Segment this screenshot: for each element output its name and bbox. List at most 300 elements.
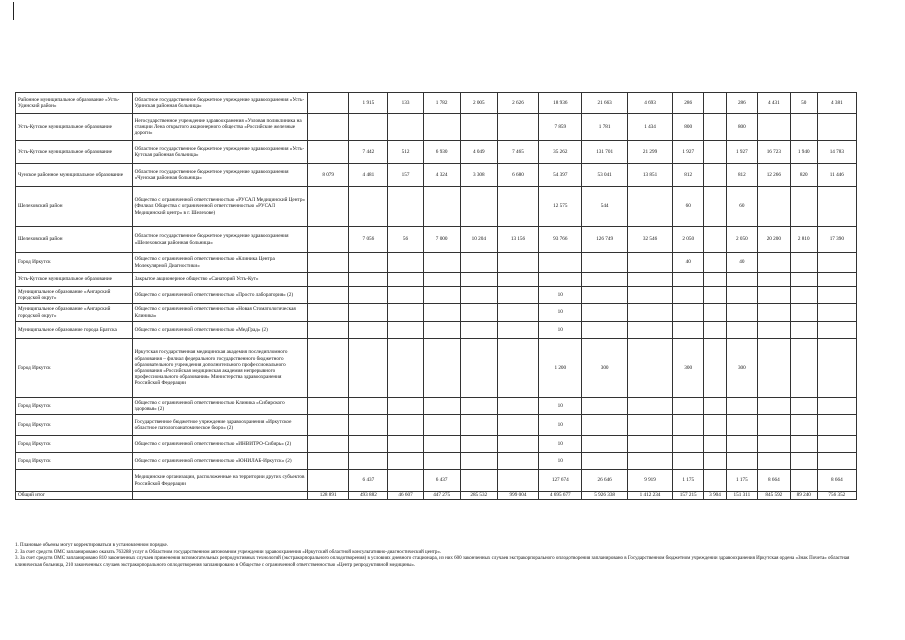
value-cell: 4 431 [757,93,790,114]
value-cell: 56 [388,227,423,253]
value-cell [423,273,460,287]
organization-cell: Областное государственное бюджетное учреждение здравоохранения «Шелеховская районная больница» [132,227,307,253]
value-cell [790,187,817,227]
value-cell: 2 050 [726,227,757,253]
value-cell [582,436,627,453]
value-cell [704,339,727,398]
value-cell: 89 240 [790,492,817,500]
value-cell [704,470,727,492]
table-row [16,164,857,187]
value-cell [704,227,727,253]
value-cell: 10 [539,415,582,436]
organization-cell: Общество с ограниченной ответственностью «Клиника Центра Молекулярной Диагностики» [132,253,307,273]
value-cell [349,453,388,470]
value-cell [790,253,817,273]
value-cell [388,322,423,339]
value-cell: 8 664 [817,470,856,492]
value-cell [539,253,582,273]
value-cell: 32 546 [627,227,672,253]
value-cell [388,398,423,415]
municipality-cell: Районное муниципальное образование «Усть-Удинский район» [16,93,133,114]
organization-cell: Общество с ограниченной ответственностью «РУСАЛ Медицинский Центр» (Филиал Общества с ограниченной ответственностью «РУСАЛ Медицинский центр» в г. Шелехове) [132,187,307,227]
value-cell [460,114,497,141]
value-cell [349,253,388,273]
table-row [16,415,857,436]
value-cell [308,398,349,415]
value-cell [627,287,672,304]
table-row [16,304,857,322]
value-cell [349,398,388,415]
value-cell [308,273,349,287]
value-cell [726,304,757,322]
value-cell [627,398,672,415]
value-cell: 1 782 [423,93,460,114]
value-cell [757,287,790,304]
value-cell [673,304,704,322]
value-cell [308,415,349,436]
value-cell [582,398,627,415]
value-cell [673,415,704,436]
value-cell: 4 695 677 [539,492,582,500]
value-cell [704,273,727,287]
value-cell [388,287,423,304]
value-cell: 13 156 [497,227,538,253]
municipality-cell: Чунское районное муниципальное образование [16,164,133,187]
value-cell [497,470,538,492]
value-cell [726,453,757,470]
value-cell [423,304,460,322]
value-cell: 4 693 [627,93,672,114]
value-cell [497,322,538,339]
value-cell: 133 [388,93,423,114]
organization-cell: Областное государственное бюджетное учреждение здравоохранения «Чунская районная больница» [132,164,307,187]
value-cell [497,287,538,304]
value-cell [704,398,727,415]
value-cell [704,187,727,227]
value-cell [704,322,727,339]
value-cell: 53 041 [582,164,627,187]
municipality-cell: Усть-Кутское муниципальное образование [16,141,133,164]
value-cell [726,415,757,436]
value-cell [582,273,627,287]
value-cell [817,436,856,453]
value-cell [817,287,856,304]
value-cell [349,339,388,398]
organization-cell: Общество с ограниченной ответственностью Клиника «Сибирского здоровья» (2) [132,398,307,415]
value-cell [497,253,538,273]
value-cell [673,453,704,470]
table-row [16,492,857,500]
value-cell [582,304,627,322]
organization-cell: Общество с ограниченной ответственностью «Просто лаборатория» (2) [132,287,307,304]
value-cell [704,164,727,187]
municipality-cell: Усть-Кутское муниципальное образование [16,114,133,141]
value-cell: 14 783 [817,141,856,164]
value-cell: 10 [539,287,582,304]
table-row [16,470,857,492]
value-cell: 10 [539,322,582,339]
table-row [16,322,857,339]
value-cell: 6 437 [349,470,388,492]
value-cell [308,253,349,273]
value-cell: 10 [539,398,582,415]
value-cell: 7 056 [349,227,388,253]
value-cell [704,436,727,453]
value-cell [790,287,817,304]
value-cell [308,141,349,164]
value-cell [790,273,817,287]
value-cell [757,304,790,322]
value-cell [460,322,497,339]
value-cell: 40 [726,253,757,273]
value-cell [582,287,627,304]
table-row [16,453,857,470]
value-cell: 800 [673,114,704,141]
value-cell: 286 [726,93,757,114]
table-row [16,436,857,453]
value-cell: 300 [582,339,627,398]
municipality-cell: Муниципальное образование города Братска [16,322,133,339]
value-cell: 4 381 [817,93,856,114]
value-cell [423,114,460,141]
value-cell [817,322,856,339]
organization-cell: Областное государственное бюджетное учреждение здравоохранения «Усть-Кутская районная больница» [132,141,307,164]
organization-cell: Закрытое акционерное общество «Санаторий Усть-Кут» [132,273,307,287]
value-cell: 2 810 [790,227,817,253]
value-cell [497,339,538,398]
municipality-cell: Город Иркутск [16,436,133,453]
value-cell: 12 575 [539,187,582,227]
value-cell [757,398,790,415]
value-cell: 2 050 [673,227,704,253]
value-cell [308,339,349,398]
value-cell [308,470,349,492]
footnote-1: 1. Плановые объемы могут корректироваться в установленном порядке. [15,543,169,548]
value-cell: 6 680 [497,164,538,187]
value-cell [790,415,817,436]
value-cell: 126 749 [582,227,627,253]
value-cell [460,339,497,398]
value-cell [497,273,538,287]
value-cell: 60 [673,187,704,227]
municipality-cell: Город Иркутск [16,453,133,470]
value-cell [704,415,727,436]
value-cell: 128 891 [308,492,349,500]
value-cell [704,287,727,304]
footnote-3: 3. За счет средств ОМС запланировано 810 законченных случаев применения вспомогательных репродуктивных технологий (экстракорпорального оплодотворения) в условиях дневного стационара, из них 600 законченных случаев экстракорпорального оплодотворения запланировано в Государственном бюджетном учреждении здравоохранения Иркутская ордена «Знак Почета» областная клиническая больница, 210 законченных случаев экстракорпорального оплодотворения запланировано в Обществе с ограниченной ответственностью «Центр репродуктивной медицины». [15,556,850,568]
value-cell [388,339,423,398]
value-cell [582,322,627,339]
organization-cell: Негосударственное учреждение здравоохранения «Узловая поликлиника на станции Лена открытого акционерного общества «Российские железные дороги» [132,114,307,141]
value-cell: 447 275 [423,492,460,500]
value-cell: 1 434 [627,114,672,141]
value-cell [817,453,856,470]
value-cell: 820 [790,164,817,187]
value-cell: 300 [673,339,704,398]
value-cell [790,114,817,141]
value-cell [817,415,856,436]
value-cell: 4 481 [349,164,388,187]
value-cell: 10 [539,436,582,453]
value-cell [817,187,856,227]
value-cell: 10 [539,304,582,322]
value-cell: 127 674 [539,470,582,492]
value-cell [817,304,856,322]
value-cell [388,453,423,470]
value-cell: 812 [726,164,757,187]
value-cell [308,453,349,470]
value-cell [726,436,757,453]
value-cell [460,187,497,227]
organization-cell: Общество с ограниченной ответственностью «ЮНИЛАБ-Иркутск» (2) [132,453,307,470]
value-cell: 285 532 [460,492,497,500]
table-row [16,93,857,114]
value-cell: 157 215 [673,492,704,500]
value-cell [704,253,727,273]
table-row [16,114,857,141]
value-cell: 46 607 [388,492,423,500]
value-cell [673,398,704,415]
value-cell [704,114,727,141]
value-cell: 8 079 [308,164,349,187]
value-cell [308,322,349,339]
value-cell [704,141,727,164]
value-cell [388,187,423,227]
value-cell [627,187,672,227]
value-cell [726,322,757,339]
municipality-cell: Шелеховский район [16,187,133,227]
municipality-cell: Город Иркутск [16,415,133,436]
value-cell: 6 437 [423,470,460,492]
value-cell: 18 936 [539,93,582,114]
value-cell [423,415,460,436]
value-cell: 1 927 [673,141,704,164]
value-cell [627,453,672,470]
municipality-cell: Шелеховский район [16,227,133,253]
value-cell [627,253,672,273]
organization-cell: Общество с ограниченной ответственностью «МедГрад» (2) [132,322,307,339]
value-cell: 1 412 234 [627,492,672,500]
value-cell [423,322,460,339]
value-cell: 286 [673,93,704,114]
value-cell: 1 200 [539,339,582,398]
value-cell: 8 664 [757,470,790,492]
footnotes [15,543,857,569]
value-cell: 10 204 [460,227,497,253]
value-cell [673,273,704,287]
value-cell: 7 465 [497,141,538,164]
value-cell: 1 915 [349,93,388,114]
plan-volumes-table [15,92,857,500]
value-cell: 7 442 [349,141,388,164]
value-cell [349,273,388,287]
value-cell [423,287,460,304]
organization-cell [132,492,307,500]
value-cell: 300 [726,339,757,398]
table-row [16,141,857,164]
value-cell [726,287,757,304]
value-cell [497,114,538,141]
value-cell [539,273,582,287]
value-cell [627,273,672,287]
value-cell [460,436,497,453]
municipality-cell: Город Иркутск [16,339,133,398]
value-cell: 13 851 [627,164,672,187]
value-cell [757,453,790,470]
value-cell: 756 352 [817,492,856,500]
value-cell [757,253,790,273]
value-cell: 1 175 [673,470,704,492]
value-cell: 54 397 [539,164,582,187]
value-cell [349,322,388,339]
value-cell [497,398,538,415]
value-cell [460,398,497,415]
municipality-cell [16,470,133,492]
organization-cell: Областное государственное бюджетное учреждение здравоохранения «Усть-Удинская районная больница» [132,93,307,114]
value-cell: 1 175 [726,470,757,492]
value-cell [423,339,460,398]
value-cell [673,436,704,453]
value-cell [790,322,817,339]
value-cell: 6 930 [423,141,460,164]
value-cell [817,114,856,141]
value-cell [726,398,757,415]
value-cell [460,287,497,304]
value-cell [497,453,538,470]
value-cell [388,273,423,287]
value-cell: 2 626 [497,93,538,114]
value-cell: 3 308 [460,164,497,187]
value-cell [790,470,817,492]
value-cell [388,470,423,492]
value-cell: 16 723 [757,141,790,164]
value-cell [627,415,672,436]
value-cell: 493 882 [349,492,388,500]
value-cell [349,415,388,436]
table-row [16,253,857,273]
value-cell: 35 262 [539,141,582,164]
value-cell [790,304,817,322]
value-cell [757,187,790,227]
value-cell [817,273,856,287]
value-cell [627,304,672,322]
value-cell: 17 390 [817,227,856,253]
municipality-cell: Муниципальное образование «Ангарский городской округ» [16,287,133,304]
value-cell: 812 [673,164,704,187]
value-cell: 12 266 [757,164,790,187]
value-cell [757,322,790,339]
value-cell [817,339,856,398]
value-cell [726,273,757,287]
organization-cell: Медицинские организации, расположенные на территории других субъектов Российской Федерации [132,470,307,492]
value-cell [582,453,627,470]
value-cell [497,436,538,453]
value-cell: 512 [388,141,423,164]
value-cell [388,436,423,453]
value-cell: 3 904 [704,492,727,500]
value-cell [308,304,349,322]
value-cell [673,287,704,304]
value-cell: 11 446 [817,164,856,187]
table-row [16,287,857,304]
value-cell [817,253,856,273]
value-cell [308,114,349,141]
value-cell [790,339,817,398]
value-cell: 151 311 [726,492,757,500]
value-cell [790,398,817,415]
footnote-2: 2. За счет средств ОМС запланировано оказать 763288 услуг в Областном государственном автономном учреждении здравоохранения «Иркутский областной консультативно-диагностический центр». [15,549,442,555]
value-cell: 544 [582,187,627,227]
value-cell [627,339,672,398]
value-cell [460,453,497,470]
value-cell: 7 859 [539,114,582,141]
value-cell [757,436,790,453]
value-cell: 131 701 [582,141,627,164]
municipality-cell: Общий итог [16,492,133,500]
table-row [16,339,857,398]
value-cell [497,415,538,436]
value-cell [704,93,727,114]
organization-cell: Иркутская государственная медицинская академия последипломного образования – филиал федерального государственного бюджетного образовательного учреждения дополнительного профессионального образования «Российская медицинская академия непрерывного профессионального образования» Министерства здравоохранения Российской Федерации [132,339,307,398]
value-cell: 845 592 [757,492,790,500]
municipality-cell: Усть-Кутское муниципальное образование [16,273,133,287]
value-cell: 4 049 [460,141,497,164]
value-cell [308,287,349,304]
value-cell [460,253,497,273]
value-cell [460,470,497,492]
value-cell [582,253,627,273]
value-cell [582,415,627,436]
value-cell [704,453,727,470]
value-cell: 93 766 [539,227,582,253]
value-cell [460,415,497,436]
value-cell: 60 [726,187,757,227]
organization-cell: Государственное бюджетное учреждение здравоохранения «Иркутское областное патологоанатомическое бюро» (2) [132,415,307,436]
value-cell [388,253,423,273]
value-cell [423,453,460,470]
value-cell [308,187,349,227]
value-cell: 4 324 [423,164,460,187]
value-cell [349,187,388,227]
corner-mark [13,2,14,20]
table-row [16,187,857,227]
value-cell: 157 [388,164,423,187]
value-cell [460,273,497,287]
value-cell [790,453,817,470]
value-cell [497,187,538,227]
value-cell: 10 [539,453,582,470]
value-cell [388,415,423,436]
organization-cell: Общество с ограниченной ответственностью «Новая Стоматологическая Клиника» [132,304,307,322]
value-cell [423,436,460,453]
value-cell [460,304,497,322]
value-cell: 26 646 [582,470,627,492]
value-cell [627,322,672,339]
value-cell [308,436,349,453]
value-cell: 1 927 [726,141,757,164]
value-cell [308,93,349,114]
table-row [16,273,857,287]
value-cell [349,287,388,304]
value-cell [673,322,704,339]
value-cell: 1 940 [790,141,817,164]
value-cell [817,398,856,415]
value-cell [349,114,388,141]
value-cell: 999 004 [497,492,538,500]
value-cell: 7 000 [423,227,460,253]
value-cell [423,187,460,227]
value-cell [423,253,460,273]
